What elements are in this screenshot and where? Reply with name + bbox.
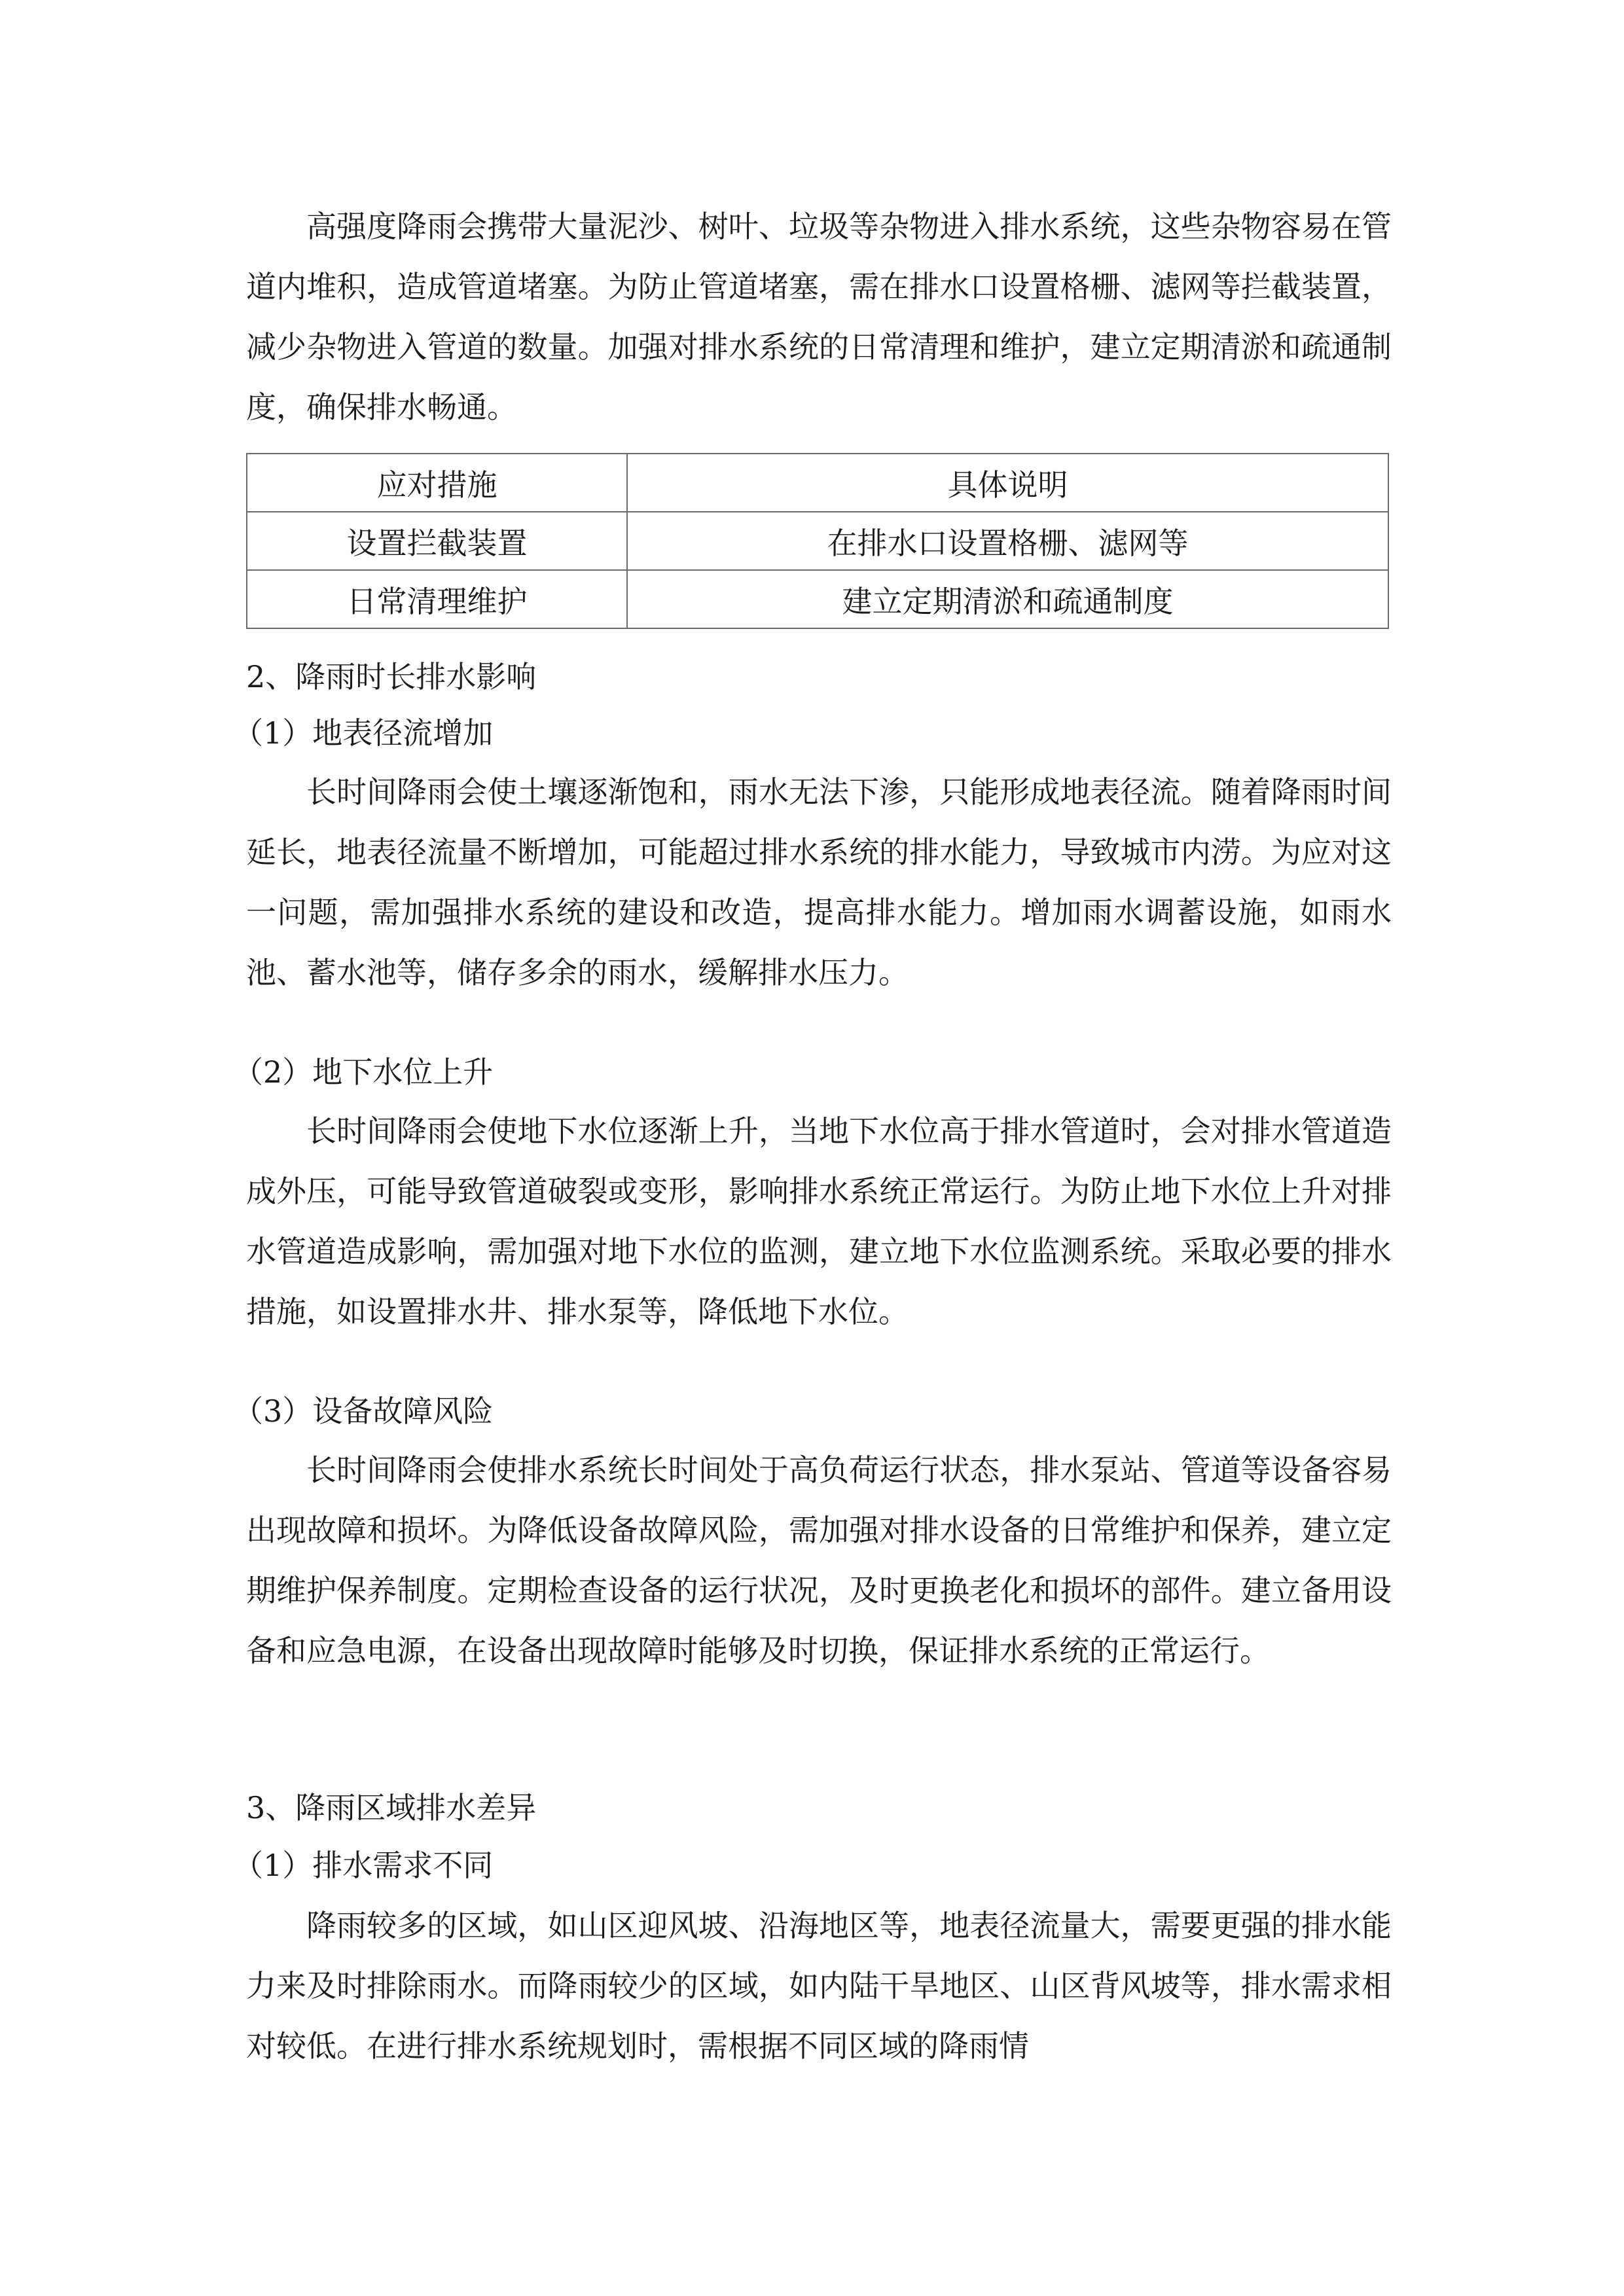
intro-paragraph: 高强度降雨会携带大量泥沙、树叶、垃圾等杂物进入排水系统，这些杂物容易在管道内堆积，造成管道堵塞。为防止管道堵塞，需在排水口设置格栅、滤网等拦截装置，减少杂物进入管道的数量。加强对排水系统的日常清理和维护，建立定期清淤和疏通制度，确保排水畅通。: [246, 209, 1392, 425]
section-heading: 2、降雨时长排水影响: [246, 659, 537, 694]
body-paragraph: 长时间降雨会使排水系统长时间处于高负荷运行状态，排水泵站、管道等设备容易出现故障和损坏。为降低设备故障风险，需加强对排水设备的日常维护和保养，建立定期维护保养制度。定期检查设备的运行状况，及时更换老化和损坏的部件。建立备用设备和应急电源，在设备出现故障时能够及时切换，保证排水系统的正常运行。: [246, 1452, 1392, 1668]
table-cell: 在排水口设置格栅、滤网等: [627, 512, 1388, 570]
body-paragraph: 长时间降雨会使土壤逐渐饱和，雨水无法下渗，只能形成地表径流。随着降雨时间延长，地表径流量不断增加，可能超过排水系统的排水能力，导致城市内涝。为应对这一问题，需加强排水系统的建设和改造，提高排水能力。增加雨水调蓄设施，如雨水池、蓄水池等，储存多余的雨水，缓解排水压力。: [246, 774, 1392, 990]
table-header-row: [247, 454, 1388, 512]
subsection-heading: （1）排水需求不同: [233, 1848, 494, 1883]
body-paragraph: 长时间降雨会使地下水位逐渐上升，当地下水位高于排水管道时，会对排水管道造成外压，可能导致管道破裂或变形，影响排水系统正常运行。为防止地下水位上升对排水管道造成影响，需加强对地下水位的监测，建立地下水位监测系统。采取必要的排水措施，如设置排水井、排水泵等，降低地下水位。: [246, 1113, 1392, 1329]
table-cell: 设置拦截装置: [247, 512, 627, 570]
table-row: [247, 512, 1388, 570]
section-heading: 3、降雨区域排水差异: [246, 1790, 537, 1825]
body-paragraph: 降雨较多的区域，如山区迎风坡、沿海地区等，地表径流量大，需要更强的排水能力来及时排除雨水。而降雨较少的区域，如内陆干旱地区、山区背风坡等，排水需求相对较低。在进行排水系统规划时，需根据不同区域的降雨情: [246, 1908, 1392, 2064]
table-header-cell: 具体说明: [627, 454, 1388, 512]
table-header-cell: 应对措施: [247, 454, 627, 512]
subsection-heading: （3）设备故障风险: [233, 1393, 494, 1429]
table-cell: 日常清理维护: [247, 570, 627, 628]
table-cell: 建立定期清淤和疏通制度: [627, 570, 1388, 628]
table-row: [247, 570, 1388, 628]
measures-table: [246, 453, 1389, 629]
subsection-heading: （2）地下水位上升: [233, 1054, 494, 1090]
subsection-heading: （1）地表径流增加: [233, 715, 494, 751]
